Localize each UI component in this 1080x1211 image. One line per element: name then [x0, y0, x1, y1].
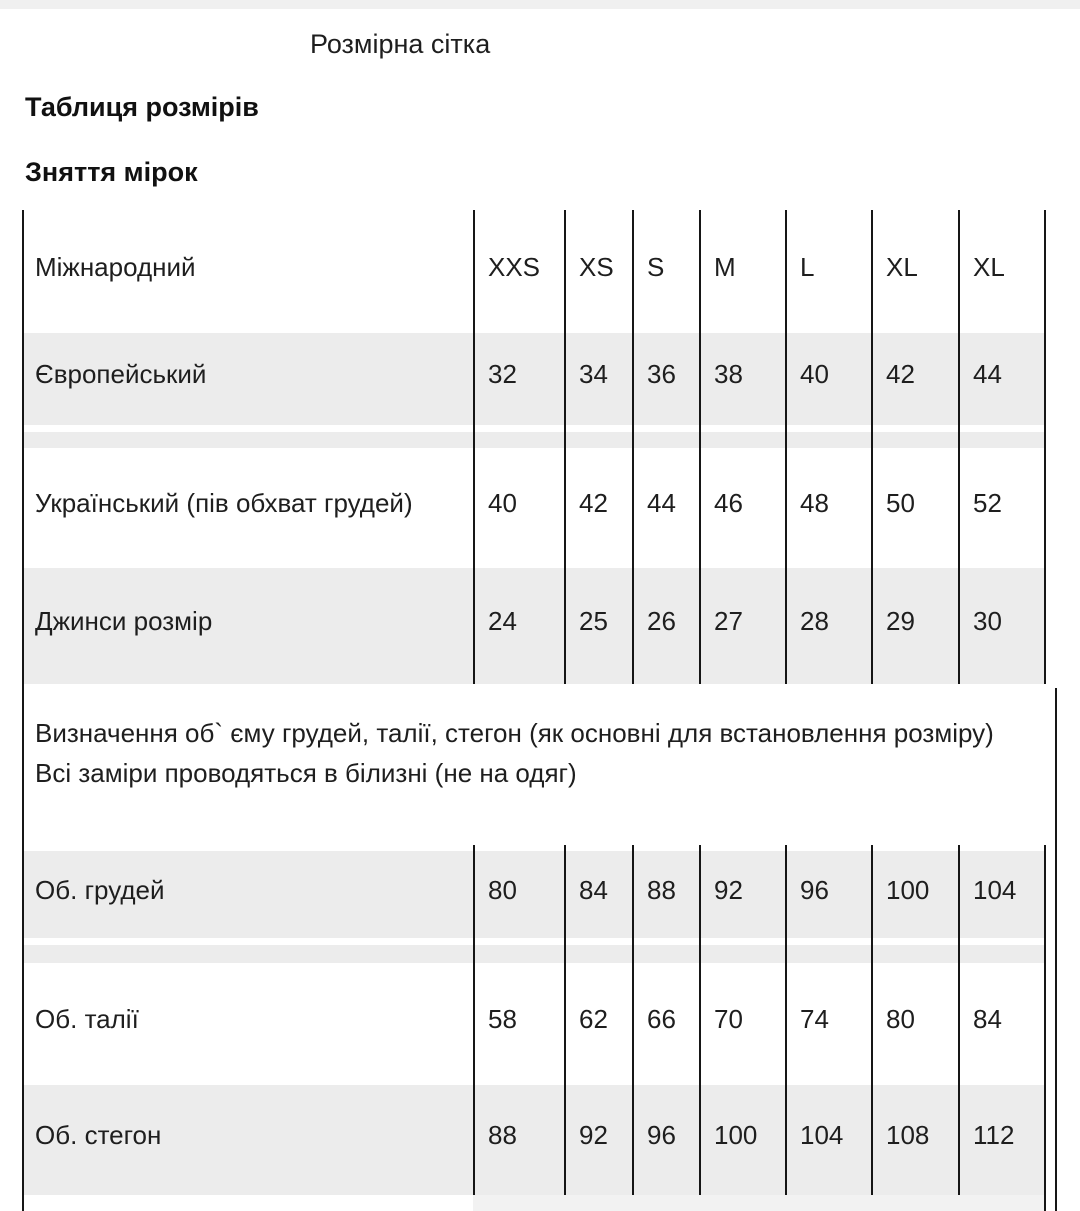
spacer-cell	[699, 432, 785, 448]
measurement-note-line2: Всі заміри проводяться в білизні (не на одяг)	[35, 758, 577, 788]
spacer-cell	[473, 432, 564, 448]
spacer-cell	[632, 432, 699, 448]
value-cell: XS	[564, 210, 632, 333]
value-cell: 40	[473, 448, 564, 568]
spacer-cell	[564, 945, 632, 963]
row-label-cell: Об. талії	[35, 1004, 139, 1034]
spacer-row	[22, 945, 1044, 963]
spacer-cell	[699, 945, 785, 963]
value-cell: 96	[785, 851, 871, 938]
value-cell: 38	[699, 333, 785, 425]
value-cell: 30	[958, 568, 1044, 684]
bottom-strip-cell	[699, 1195, 785, 1211]
page-title: Розмірна сітка	[310, 29, 491, 59]
value-cell: 80	[871, 963, 958, 1085]
value-cell: 58	[473, 963, 564, 1085]
table-row	[22, 333, 1044, 425]
value-cell: XL	[958, 210, 1044, 333]
value-cell: 29	[871, 568, 958, 684]
spacer-cell	[785, 938, 871, 945]
value-cell: 26	[632, 568, 699, 684]
table-row	[22, 851, 1044, 938]
value-cell: 27	[699, 568, 785, 684]
spacer-cell	[699, 938, 785, 945]
spacer-cell	[564, 432, 632, 448]
value-cell: 100	[699, 1085, 785, 1195]
value-cell: 36	[632, 333, 699, 425]
spacer-cell	[473, 945, 564, 963]
bottom-strip-cell	[22, 1195, 473, 1211]
spacer-cell	[22, 432, 473, 448]
value-cell: 100	[871, 851, 958, 938]
spacer-cell	[958, 425, 1044, 432]
table-row	[22, 1085, 1044, 1195]
spacer-cell	[564, 938, 632, 945]
spacer-cell	[958, 938, 1044, 945]
value-cell: 92	[699, 851, 785, 938]
right-vertical-rule	[1055, 688, 1057, 1211]
row-label-cell: Об. грудей	[35, 874, 165, 905]
bottom-strip-cell	[958, 1195, 1044, 1211]
bottom-strip-cell	[785, 1195, 871, 1211]
spacer-cell	[699, 425, 785, 432]
value-cell: 84	[958, 963, 1044, 1085]
value-cell: L	[785, 210, 871, 333]
table-row	[22, 568, 1044, 684]
value-cell: 88	[473, 1085, 564, 1195]
top-divider-strip	[0, 0, 1080, 9]
measurements-table	[22, 845, 1046, 1211]
value-cell: 44	[958, 333, 1044, 425]
bottom-strip-cell	[564, 1195, 632, 1211]
left-vertical-rule	[22, 210, 24, 1211]
row-label-cell: Об. стегон	[35, 1120, 162, 1150]
value-cell: 25	[564, 568, 632, 684]
subsection-heading: Зняття мірок	[25, 157, 198, 187]
value-cell: 108	[871, 1085, 958, 1195]
value-cell: 88	[632, 851, 699, 938]
spacer-cell	[632, 938, 699, 945]
header-row	[22, 210, 1044, 333]
spacer-cell	[785, 945, 871, 963]
bottom-strip-cell	[871, 1195, 958, 1211]
value-cell: 42	[564, 448, 632, 568]
value-cell: S	[632, 210, 699, 333]
value-cell: 28	[785, 568, 871, 684]
tables-container	[22, 210, 1059, 1211]
value-cell: 70	[699, 963, 785, 1085]
value-cell: 66	[632, 963, 699, 1085]
row-label-cell: Джинси розмір	[35, 606, 213, 636]
value-cell: 34	[564, 333, 632, 425]
value-cell: 44	[632, 448, 699, 568]
spacer-row	[22, 425, 1044, 432]
spacer-cell	[22, 938, 473, 945]
spacer-cell	[871, 432, 958, 448]
value-cell: 50	[871, 448, 958, 568]
bottom-strip-cell	[632, 1195, 699, 1211]
spacer-cell	[22, 425, 473, 432]
value-cell: 104	[785, 1085, 871, 1195]
spacer-row	[22, 432, 1044, 448]
spacer-cell	[22, 945, 473, 963]
value-cell: 112	[958, 1085, 1044, 1195]
spacer-cell	[958, 945, 1044, 963]
value-cell: 104	[958, 851, 1044, 938]
bottom-strip-cell	[473, 1195, 564, 1211]
spacer-row	[22, 1195, 1044, 1211]
value-cell: 96	[632, 1085, 699, 1195]
value-cell: 24	[473, 568, 564, 684]
spacer-row	[22, 938, 1044, 945]
section-heading: Таблиця розмірів	[25, 92, 259, 122]
spacer-cell	[958, 432, 1044, 448]
spacer-cell	[871, 945, 958, 963]
value-cell: 80	[473, 851, 564, 938]
spacer-cell	[473, 425, 564, 432]
row-label-cell: Європейський	[35, 359, 207, 389]
spacer-cell	[871, 938, 958, 945]
spacer-cell	[632, 945, 699, 963]
value-cell: 52	[958, 448, 1044, 568]
value-cell: 84	[564, 851, 632, 938]
spacer-cell	[564, 425, 632, 432]
value-cell: XXS	[473, 210, 564, 333]
value-cell: 48	[785, 448, 871, 568]
spacer-cell	[473, 938, 564, 945]
value-cell: 92	[564, 1085, 632, 1195]
value-cell: 40	[785, 333, 871, 425]
spacer-cell	[632, 425, 699, 432]
row-label-cell: Міжнародний	[35, 251, 196, 282]
value-cell: 42	[871, 333, 958, 425]
value-cell: 62	[564, 963, 632, 1085]
spacer-cell	[785, 432, 871, 448]
spacer-cell	[785, 425, 871, 432]
table-row	[22, 963, 1044, 1085]
row-label-cell: Український (пів обхват грудей)	[35, 488, 413, 518]
value-cell: M	[699, 210, 785, 333]
value-cell: 32	[473, 333, 564, 425]
spacer-cell	[871, 425, 958, 432]
value-cell: XL	[871, 210, 958, 333]
measurement-note-line1: Визначення об` єму грудей, талії, стегон (як основні для встановлення розміру)	[35, 718, 994, 748]
value-cell: 74	[785, 963, 871, 1085]
size-table	[22, 210, 1046, 684]
table-row	[22, 448, 1044, 568]
value-cell: 46	[699, 448, 785, 568]
